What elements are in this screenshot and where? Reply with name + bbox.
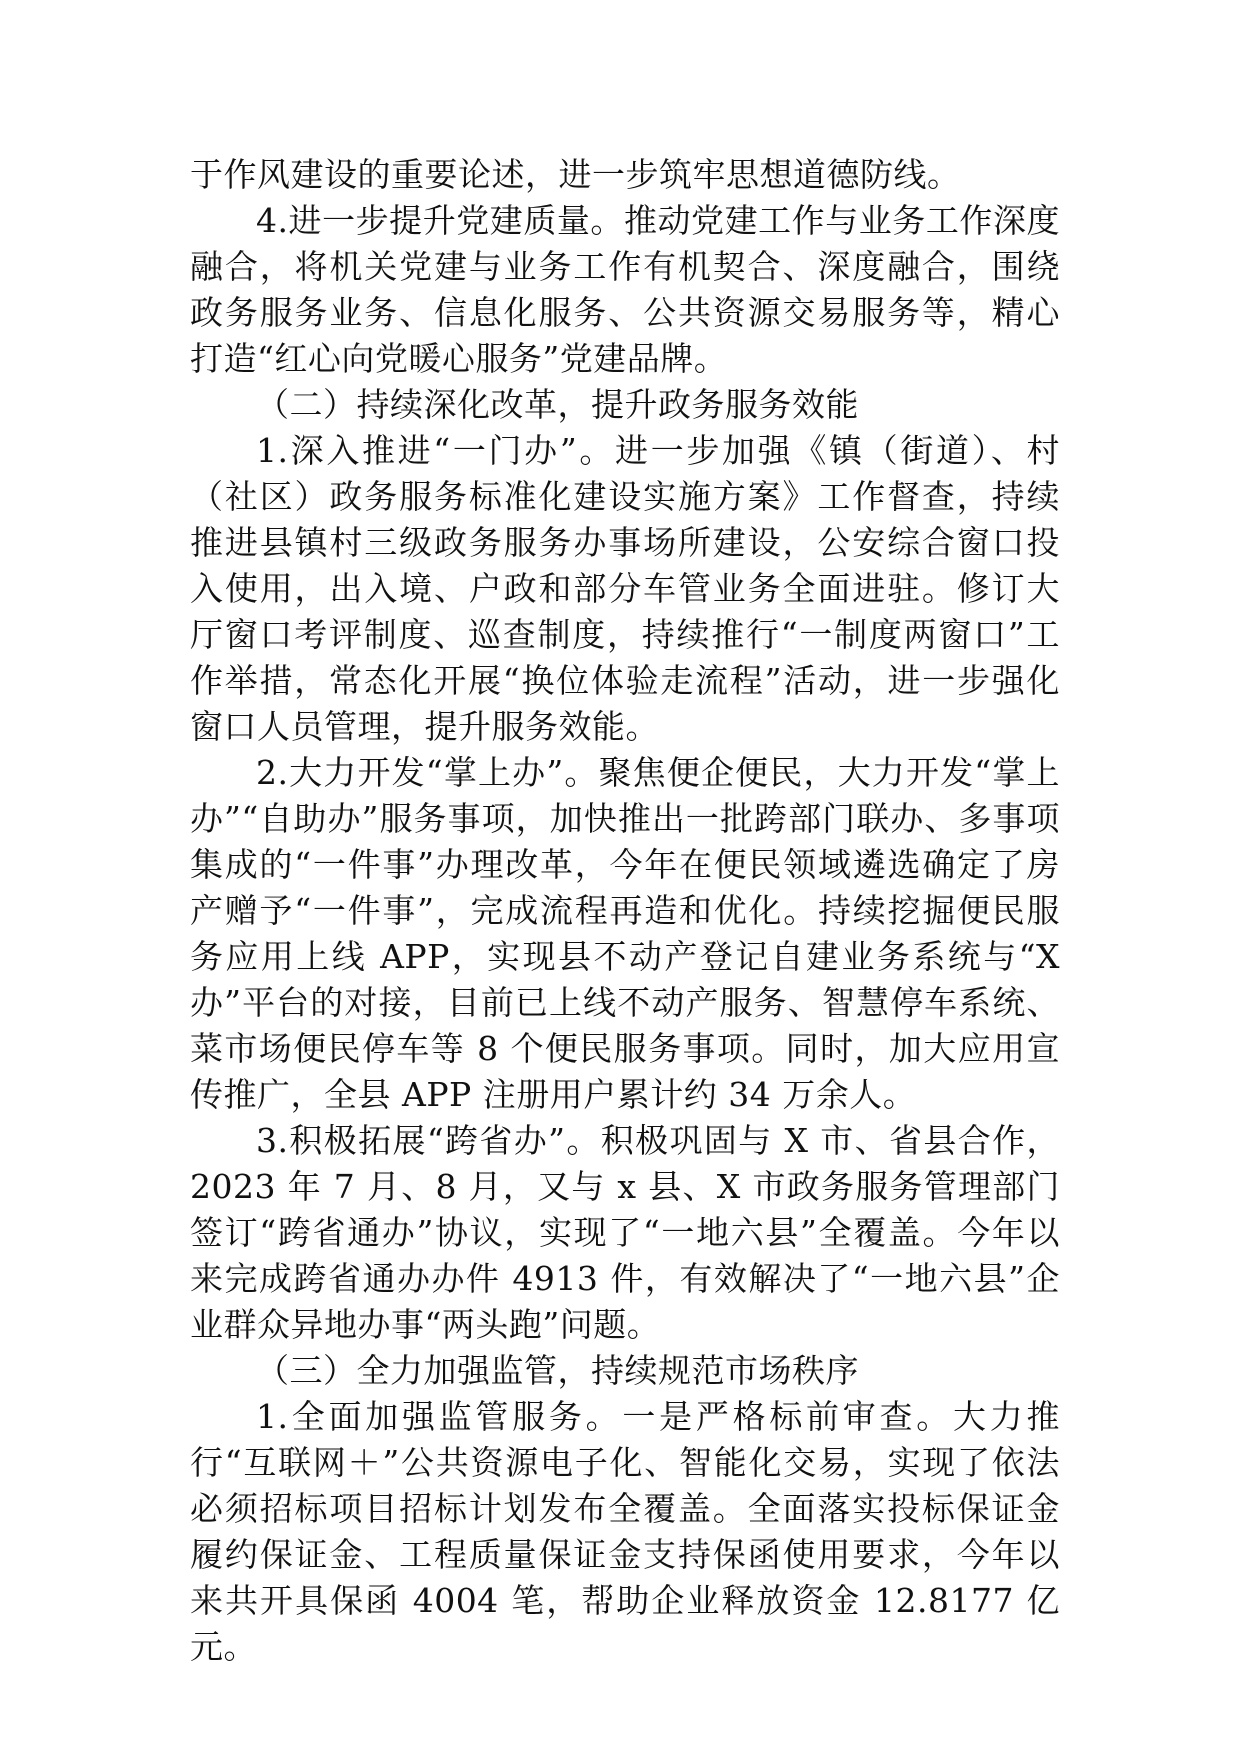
- paragraph-5: 3.积极拓展“跨省办”。积极巩固与 X 市、省县合作，2023 年 7 月、8 月，又与 x 县、X 市政务服务管理部门签订“跨省通办”协议，实现了“一地六县”全覆盖。今年以来完成跨省通办办件 4913 件，有效解决了“一地六县”企业群众异地办事“两头跑”问题。: [190, 1121, 1060, 1344]
- section-heading-3: （三）全力加强监管，持续规范市场秩序: [256, 1351, 859, 1390]
- document-body: [190, 152, 1060, 1670]
- paragraph-1: 于作风建设的重要论述，进一步筑牢思想道德防线。: [190, 155, 961, 194]
- paragraph-6: 1.全面加强监管服务。一是严格标前审查。大力推行“互联网＋”公共资源电子化、智能化交易，实现了依法必须招标项目招标计划发布全覆盖。全面落实投标保证金履约保证金、工程质量保证金支持保函使用要求，今年以来共开具保函 4004 笔，帮助企业释放资金 12.8177 亿元。: [190, 1397, 1060, 1666]
- paragraph-2: 4.进一步提升党建质量。推动党建工作与业务工作深度融合，将机关党建与业务工作有机契合、深度融合，围绕政务服务业务、信息化服务、公共资源交易服务等，精心打造“红心向党暖心服务”党建品牌。: [190, 201, 1060, 378]
- section-heading-2: （二）持续深化改革，提升政务服务效能: [256, 385, 859, 424]
- paragraph-3: 1.深入推进“一门办”。进一步加强《镇（街道）、村（社区）政务服务标准化建设实施方案》工作督查，持续推进县镇村三级政务服务办事场所建设，公安综合窗口投入使用，出入境、户政和部分车管业务全面进驻。修订大厅窗口考评制度、巡查制度，持续推行“一制度两窗口”工作举措，常态化开展“换位体验走流程”活动，进一步强化窗口人员管理，提升服务效能。: [190, 431, 1060, 746]
- paragraph-4: 2.大力开发“掌上办”。聚焦便企便民，大力开发“掌上办”“自助办”服务事项，加快推出一批跨部门联办、多事项集成的“一件事”办理改革，今年在便民领域遴选确定了房产赠予“一件事”，完成流程再造和优化。持续挖掘便民服务应用上线 APP，实现县不动产登记自建业务系统与“X 办”平台的对接，目前已上线不动产服务、智慧停车系统、菜市场便民停车等 8 个便民服务事项。同时，加大应用宣传推广，全县 APP 注册用户累计约 34 万余人。: [190, 753, 1060, 1114]
